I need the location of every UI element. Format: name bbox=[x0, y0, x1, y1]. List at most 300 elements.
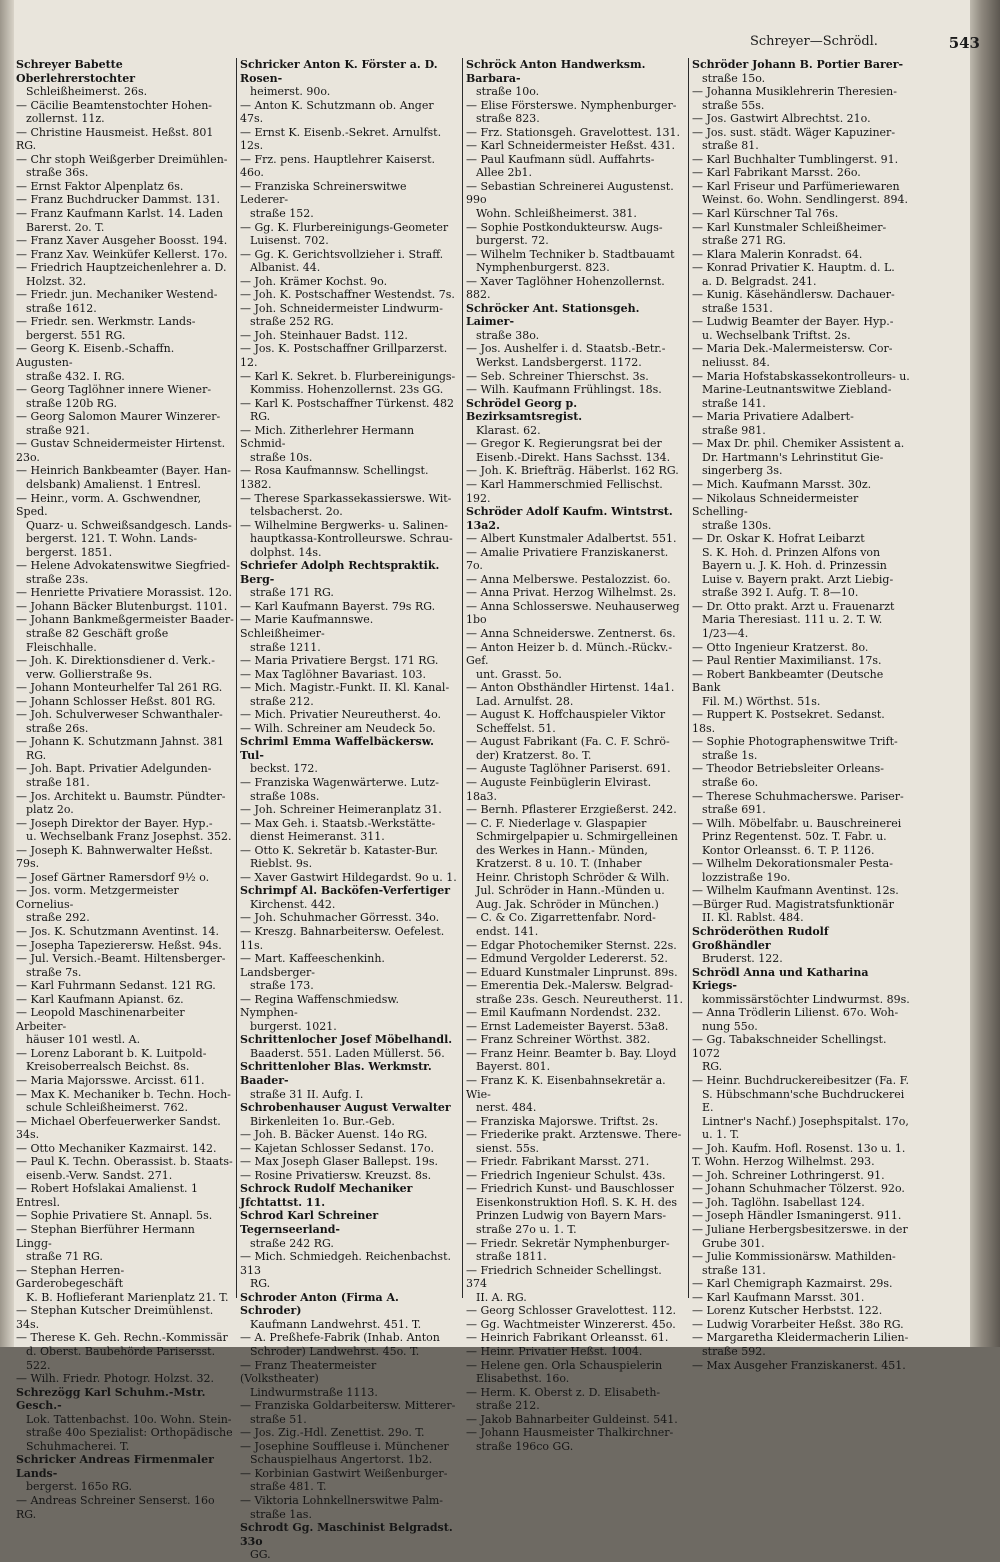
entry-continuation-line: Nymphenburgerst. 823. bbox=[476, 261, 610, 275]
entry-line: — Max K. Mechaniker b. Techn. Hoch- bbox=[16, 1087, 231, 1101]
entry-line: — Max Joseph Glaser Ballepst. 19s. bbox=[240, 1155, 439, 1169]
entry-line: — Maria Privatiere Adalbert- bbox=[692, 410, 854, 424]
entry-line: — Friedr. sen. Werkmstr. Lands- bbox=[16, 315, 196, 329]
entry-line: — Herm. K. Oberst z. D. Elisabeth- bbox=[466, 1385, 661, 1399]
entry-line: — Otto Mechaniker Kazmairst. 142. bbox=[16, 1141, 217, 1155]
entry-continuation-line: Scheffelst. 51. bbox=[476, 721, 556, 735]
entry-continuation-line: Birkenleiten 1o. Bur.-Geb. bbox=[250, 1114, 395, 1128]
entry-line: — Heinr. Buchdruckereibesitzer (Fa. F. bbox=[692, 1074, 910, 1088]
entry-surname-line: Schrodt Gg. Maschinist Belgradst. 33o bbox=[240, 1521, 453, 1548]
entry-line: — Ernst K. Eisenb.-Sekret. Arnulfst. 12s. bbox=[240, 125, 442, 153]
column-rule bbox=[236, 58, 237, 1298]
entry-line: — Emerentia Dek.-Malersw. Belgrad- bbox=[466, 979, 674, 993]
entry-continuation-line: straße 242 RG. bbox=[250, 1236, 334, 1250]
entry-line: — Mich. Magistr.-Funkt. II. Kl. Kanal- bbox=[240, 681, 450, 695]
page-header bbox=[750, 34, 980, 52]
entry-surname-line: Schröck Anton Handwerksm. Barbara- bbox=[466, 58, 646, 85]
entry-line: — Kajetan Schlosser Sedanst. 17o. bbox=[240, 1141, 434, 1155]
entry-line: — Henriette Privatiere Morassist. 12o. bbox=[16, 586, 232, 600]
entry-surname-line: Schroder Anton (Firma A. Schroder) bbox=[240, 1290, 399, 1318]
entry-line: — Heinrich Fabrikant Orleansst. 61. bbox=[466, 1331, 669, 1345]
entry-continuation-line: straße 27o u. 1. T. bbox=[476, 1223, 577, 1237]
entry-line: — Friedrich Schneider Schellingst. 374 bbox=[466, 1263, 662, 1291]
entry-line: — Josef Gärtner Ramersdorf 9½ o. bbox=[16, 870, 210, 884]
entry-continuation-line: Schleißheimerst. 26s. bbox=[26, 85, 148, 99]
entry-continuation-line: Weinst. 6o. Wohn. Sendlingerst. 894. bbox=[702, 193, 908, 207]
entry-line: —Bürger Rud. Magistratsfunktionär bbox=[692, 897, 894, 911]
entry-line: — Joh. K. Briefträg. Häberlst. 162 RG. bbox=[466, 464, 679, 478]
entry-line: — Franziska Wagenwärterwe. Lutz- bbox=[240, 775, 439, 789]
entry-line: — Wilh. Möbelfabr. u. Bauschreinerei bbox=[692, 816, 902, 830]
entry-surname-line: Schricker Andreas Firmenmaler Lands- bbox=[16, 1453, 214, 1480]
entry-continuation-line: straße 1211. bbox=[250, 640, 321, 654]
entry-continuation-line: Kaufmann Landwehrst. 451. T. bbox=[250, 1317, 422, 1331]
entry-line: — Christine Hausmeist. Heßst. 801 RG. bbox=[16, 125, 214, 153]
entry-surname-line: Schrittenloher Blas. Werkmstr. Baader- bbox=[240, 1060, 432, 1088]
entry-continuation-line: Dr. Hartmann's Lehrinstitut Gie- bbox=[702, 450, 884, 464]
entry-line: — Karl Kaufmann Bayerst. 79s RG. bbox=[240, 599, 436, 613]
entry-line: — Karl K. Sekret. b. Flurbereinigungs- bbox=[240, 369, 456, 383]
entry-line: — C. F. Niederlage v. Glaspapier bbox=[466, 816, 647, 830]
entry-continuation-line: Kreisoberrealsch Beichst. 8s. bbox=[26, 1060, 190, 1074]
entry-continuation-line: GG. bbox=[250, 1548, 271, 1562]
entry-continuation-line: Maria Theresiast. 111 u. 2. T. W. bbox=[702, 613, 883, 627]
entry-line: — Frz. pens. Hauptlehrer Kaiserst. 46o. bbox=[240, 152, 436, 180]
entry-line: — Dr. Oskar K. Hofrat Leibarzt bbox=[692, 532, 865, 546]
entry-line: — Heinrich Bankbeamter (Bayer. Han- bbox=[16, 464, 231, 478]
entry-continuation-line: straße 921. bbox=[26, 423, 90, 437]
entry-continuation-line: K. B. Hoflieferant Marienplatz 21. T. bbox=[26, 1290, 229, 1304]
entry-line: — Maria Privatiere Bergst. 171 RG. bbox=[240, 654, 439, 668]
entry-line: — Karl Kaufmann Marsst. 301. bbox=[692, 1290, 865, 1304]
entry-line: — Julie Kommissionärsw. Mathilden- bbox=[692, 1250, 896, 1264]
entry-surname-line: Schrimpf Al. Backöfen-Verfertiger bbox=[240, 884, 451, 898]
entry-line: — Joseph Händler Ismaningerst. 911. bbox=[692, 1209, 902, 1223]
entry-line: — Gg. Wachtmeister Winzererst. 45o. bbox=[466, 1317, 676, 1331]
entry-line: — Anna Trödlerin Lilienst. 67o. Woh- bbox=[692, 1006, 899, 1020]
entry-continuation-line: Luisenst. 702. bbox=[250, 234, 329, 248]
entry-line: — Wilh. Friedr. Photogr. Holzst. 32. bbox=[16, 1372, 215, 1386]
entry-line: — Joh. K. Postschaffner Westendst. 7s. bbox=[240, 288, 455, 302]
entry-line: — Dr. Otto prakt. Arzt u. Frauenarzt bbox=[692, 599, 895, 613]
entry-continuation-line: Kommiss. Hohenzollernst. 23s GG. bbox=[250, 383, 444, 397]
entry-continuation-line: straße 252 RG. bbox=[250, 315, 334, 329]
entry-line: — Ludwig Vorarbeiter Heßst. 38o RG. bbox=[692, 1317, 904, 1331]
entry-line: — Seb. Schreiner Thierschst. 3s. bbox=[466, 369, 649, 383]
entry-continuation-line: Wohn. Schleißheimerst. 381. bbox=[476, 207, 637, 221]
entry-continuation-line: straße 171 RG. bbox=[250, 586, 334, 600]
entry-continuation-line: Eisenkonstruktion Hofl. S. K. H. des bbox=[476, 1195, 678, 1209]
entry-continuation-line: Schauspielhaus Angertorst. 1b2. bbox=[250, 1453, 433, 1467]
entry-line: — Sophie Photographenswitwe Trift- bbox=[692, 735, 898, 749]
entry-line: — Georg Salomon Maurer Winzerer- bbox=[16, 410, 221, 424]
entry-line: — Mart. Kaffeeschenkinh. Landsberger- bbox=[240, 952, 385, 979]
entry-surname-line: Schrödl Anna und Katharina Kriegs- bbox=[692, 965, 869, 993]
entry-continuation-line: straße 1811. bbox=[476, 1250, 547, 1264]
entry-line: — Franz K. K. Eisenbahnsekretär a. Wie- bbox=[466, 1074, 666, 1101]
entry-continuation-line: straße 292. bbox=[26, 911, 90, 925]
entry-line: — Albert Kunstmaler Adalbertst. 551. bbox=[466, 532, 677, 546]
entry-continuation-line: Schuhmacherei. T. bbox=[26, 1439, 130, 1453]
entry-line: — Franz Kaufmann Karlst. 14. Laden bbox=[16, 207, 224, 221]
entry-continuation-line: Elisabethst. 16o. bbox=[476, 1372, 570, 1386]
entry-line: — Friederike prakt. Arztenswe. There- bbox=[466, 1128, 682, 1142]
entry-line: — Auguste Feinbüglerin Elvirast. 18a3. bbox=[466, 775, 652, 803]
entry-line: — Viktoria Lohnkellnerswitwe Palm- bbox=[240, 1493, 444, 1507]
directory-column-3 bbox=[466, 58, 684, 1453]
entry-line: — Leopold Maschinenarbeiter Arbeiter- bbox=[16, 1006, 185, 1033]
entry-line: — Gg. Tabakschneider Schellingst. 1072 bbox=[692, 1033, 887, 1060]
entry-line: — Josephine Souffleuse i. Münchener bbox=[240, 1439, 449, 1453]
entry-line: — Joh. Schreiner Lothringerst. 91. bbox=[692, 1168, 885, 1182]
entry-line: — Karl Chemigraph Kazmairst. 29s. bbox=[692, 1277, 893, 1291]
entry-continuation-line: straße 6o. bbox=[702, 775, 759, 789]
entry-continuation-line: Jul. Schröder in Hann.-Münden u. bbox=[476, 884, 665, 898]
entry-line: — Bernh. Pflasterer Erzgießerst. 242. bbox=[466, 803, 677, 817]
entry-line: — Andreas Schreiner Senserst. 16o RG. bbox=[16, 1493, 215, 1521]
entry-line: — Friedrich Ingenieur Schulst. 43s. bbox=[466, 1168, 666, 1182]
entry-continuation-line: Kirchenst. 442. bbox=[250, 897, 336, 911]
entry-continuation-line: Bruderst. 122. bbox=[702, 952, 783, 966]
entry-continuation-line: Fil. M.) Wörthst. 51s. bbox=[702, 694, 821, 708]
page-number: 543 bbox=[948, 34, 980, 52]
entry-continuation-line: straße 196co GG. bbox=[476, 1439, 574, 1453]
entry-continuation-line: RG. bbox=[26, 748, 47, 762]
entry-line: — Helene Advokatenswitwe Siegfried- bbox=[16, 559, 230, 573]
entry-line: — Karl Hammerschmied Fellischst. 192. bbox=[466, 477, 663, 505]
entry-continuation-line: Baaderst. 551. Laden Müllerst. 56. bbox=[250, 1046, 445, 1060]
entry-continuation-line: Marine-Leutnantswitwe Ziebland- bbox=[702, 383, 892, 397]
entry-line: — Nikolaus Schneidermeister Schelling- bbox=[692, 491, 859, 519]
entry-line: — Lorenz Kutscher Herbstst. 122. bbox=[692, 1304, 883, 1318]
entry-continuation-line: bergerst. 165o RG. bbox=[26, 1480, 132, 1494]
entry-line: — Amalie Privatiere Franziskanerst. 7o. bbox=[466, 545, 669, 573]
entry-surname-line: Schröderöthen Rudolf Großhändler bbox=[692, 925, 829, 952]
entry-line: — Gg. K. Gerichtsvollzieher i. Straff. bbox=[240, 247, 444, 261]
entry-line: — Paul Rentier Maximilianst. 17s. bbox=[692, 654, 882, 668]
entry-continuation-line: dolphst. 14s. bbox=[250, 545, 322, 559]
entry-continuation-line: straße 691. bbox=[702, 803, 766, 817]
entry-continuation-line: S. Hübschmann'sche Buchdruckerei E. bbox=[702, 1087, 905, 1115]
entry-continuation-line: RG. bbox=[250, 1277, 271, 1291]
entry-continuation-line: dienst Heimeranst. 311. bbox=[250, 830, 385, 844]
entry-line: — Jos. Gastwirt Albrechtst. 21o. bbox=[692, 112, 871, 126]
entry-line: — Karl Kunstmaler Schleißheimer- bbox=[692, 220, 887, 234]
entry-line: — Georg Schlosser Gravelottest. 112. bbox=[466, 1304, 677, 1318]
entry-continuation-line: straße 592. bbox=[702, 1344, 766, 1358]
entry-line: — Franziska Goldarbeitersw. Mitterer- bbox=[240, 1399, 456, 1413]
column-rule bbox=[688, 58, 689, 1298]
entry-continuation-line: straße 481. T. bbox=[250, 1480, 327, 1494]
entry-continuation-line: burgerst. 72. bbox=[476, 234, 549, 248]
entry-line: — Karl Kaufmann Apianst. 6z. bbox=[16, 992, 184, 1006]
entry-line: — Karl Kürschner Tal 76s. bbox=[692, 207, 839, 221]
entry-surname-line: Schrock Rudolf Mechaniker Jfchtattst. 11. bbox=[240, 1182, 413, 1209]
entry-continuation-line: straße 392 I. Aufg. T. 8—10. bbox=[702, 586, 859, 600]
entry-line: — Johanna Musiklehrerin Theresien- bbox=[692, 85, 897, 99]
entry-line: — Maria Majorsswe. Arcisst. 611. bbox=[16, 1074, 205, 1088]
entry-surname-line: Schriefer Adolph Rechtspraktik. Berg- bbox=[240, 559, 440, 586]
entry-line: — Frz. Stationsgeh. Gravelottest. 131. bbox=[466, 125, 680, 139]
entry-continuation-line: Heinr. Christoph Schröder & Wilh. bbox=[476, 870, 670, 884]
entry-continuation-line: straße 432. I. RG. bbox=[26, 369, 125, 383]
entry-line: — Lorenz Laborant b. K. Luitpold- bbox=[16, 1046, 207, 1060]
entry-line: — Stephan Kutscher Dreimühlenst. 34s. bbox=[16, 1304, 214, 1331]
entry-line: — Eduard Kunstmaler Linprunst. 89s. bbox=[466, 965, 678, 979]
entry-continuation-line: d. Oberst. Baubehörde Parisersst. 522. bbox=[26, 1344, 216, 1372]
column-rule bbox=[462, 58, 463, 1298]
entry-surname-line: Schriml Emma Waffelbäckersw. Tul- bbox=[240, 735, 434, 762]
entry-line: — Rosine Privatiersw. Kreuzst. 8s. bbox=[240, 1168, 432, 1182]
entry-surname-line: Schrod Karl Schreiner Tegernseerland- bbox=[240, 1209, 379, 1237]
entry-continuation-line: nerst. 484. bbox=[476, 1101, 537, 1115]
entry-continuation-line: Schmirgelpapier u. Schmirgelleinen bbox=[476, 830, 678, 844]
entry-line: — Jos. vorm. Metzgermeister Cornelius- bbox=[16, 884, 179, 911]
entry-line: — Karl K. Postschaffner Türkenst. 482 bbox=[240, 396, 455, 410]
entry-continuation-line: RG. bbox=[702, 1060, 723, 1074]
entry-line: — Sophie Privatiere St. Annapl. 5s. bbox=[16, 1209, 213, 1223]
entry-continuation-line: heimerst. 90o. bbox=[250, 85, 331, 99]
entry-line: — Karl Fuhrmann Sedanst. 121 RG. bbox=[16, 979, 216, 993]
entry-line: — Kreszg. Bahnarbeitersw. Oefelest. 11s. bbox=[240, 925, 445, 952]
entry-continuation-line: der) Kratzerst. 8o. T. bbox=[476, 748, 592, 762]
entry-line: — Stephan Bierführer Hermann Lingg- bbox=[16, 1223, 195, 1250]
entry-continuation-line: straße 120b RG. bbox=[26, 396, 117, 410]
entry-continuation-line: straße 108s. bbox=[250, 789, 320, 803]
entry-continuation-line: straße 31 II. Aufg. I. bbox=[250, 1087, 364, 1101]
entry-surname-line: Schricker Anton K. Förster a. D. Rosen- bbox=[240, 58, 438, 85]
entry-line: — Anton K. Schutzmann ob. Anger 47s. bbox=[240, 98, 434, 126]
entry-continuation-line: Klarast. 62. bbox=[476, 423, 541, 437]
entry-line: — Otto K. Sekretär b. Kataster-Bur. bbox=[240, 843, 438, 857]
entry-continuation-line: a. D. Belgradst. 241. bbox=[702, 274, 817, 288]
entry-line: — Korbinian Gastwirt Weißenburger- bbox=[240, 1466, 448, 1480]
entry-line: — Edgar Photochemiker Sternst. 22s. bbox=[466, 938, 677, 952]
entry-line: — Franz Xav. Weinküfer Kellerst. 17o. bbox=[16, 247, 228, 261]
entry-line: — August Fabrikant (Fa. C. F. Schrö- bbox=[466, 735, 670, 749]
entry-continuation-line: u. 1. T. bbox=[702, 1128, 740, 1142]
entry-continuation-line: straße 23s. bbox=[26, 572, 89, 586]
entry-line: — Karl Schneidermeister Heßst. 431. bbox=[466, 139, 676, 153]
entry-continuation-line: straße 81. bbox=[702, 139, 759, 153]
entry-line: — Auguste Taglöhner Pariserst. 691. bbox=[466, 762, 671, 776]
entry-continuation-line: endst. 141. bbox=[476, 925, 539, 938]
entry-continuation-line: Aug. Jak. Schröder in München.) bbox=[476, 897, 659, 911]
entry-line: — Johann Schlosser Heßst. 801 RG. bbox=[16, 694, 216, 708]
entry-continuation-line: straße 823. bbox=[476, 112, 540, 126]
entry-continuation-line: Kratzerst. 8 u. 10. T. (Inhaber bbox=[476, 857, 642, 871]
entry-line: — Juliane Herbergsbesitzerswe. in der bbox=[692, 1223, 908, 1237]
entry-continuation-line: II. A. RG. bbox=[476, 1290, 527, 1304]
entry-surname-line: Schröcker Ant. Stationsgeh. Laimer- bbox=[466, 301, 640, 329]
entry-line: — Ernst Faktor Alpenplatz 6s. bbox=[16, 179, 184, 193]
entry-line: — Karl Buchhalter Tumblingerst. 91. bbox=[692, 152, 899, 166]
entry-line: — Joh. Schreiner Heimeranplatz 31. bbox=[240, 803, 442, 817]
entry-line: — Jos. Zig.-Hdl. Zenettist. 29o. T. bbox=[240, 1426, 425, 1440]
entry-line: — Wilh. Kaufmann Frühlingst. 18s. bbox=[466, 383, 662, 397]
entry-continuation-line: Lok. Tattenbachst. 10o. Wohn. Stein- bbox=[26, 1412, 232, 1426]
entry-line: — Joseph Direktor der Bayer. Hyp.- bbox=[16, 816, 213, 830]
entry-continuation-line: straße 130s. bbox=[702, 518, 772, 532]
entry-surname-line: Schrobenhauser August Verwalter bbox=[240, 1101, 451, 1115]
entry-line: — Anna Schneiderswe. Zentnerst. 6s. bbox=[466, 626, 676, 640]
entry-continuation-line: Grube 301. bbox=[702, 1236, 765, 1250]
entry-line: — Chr stoph Weißgerber Dreimühlen- bbox=[16, 152, 228, 166]
entry-line: — Otto Ingenieur Kratzerst. 8o. bbox=[692, 640, 869, 654]
entry-line: — Sebastian Schreinerei Augustenst. 99o bbox=[466, 179, 674, 207]
entry-continuation-line: sienst. 55s. bbox=[476, 1141, 539, 1155]
entry-line: — Xaver Gastwirt Hildegardst. 9o u. 1. bbox=[240, 870, 457, 884]
entry-continuation-line: Holzst. 32. bbox=[26, 274, 87, 288]
entry-line: — Rosa Kaufmannsw. Schellingst. 1382. bbox=[240, 464, 429, 491]
entry-continuation-line: Prinz Regentenst. 50z. T. Fabr. u. bbox=[702, 830, 887, 844]
entry-line: — Cäcilie Beamtenstochter Hohen- bbox=[16, 98, 213, 112]
entry-line: — Joseph K. Bahnwerwalter Heßst. 79s. bbox=[16, 843, 213, 871]
entry-line: — Robert Hofslakai Amalienst. 1 Entresl. bbox=[16, 1182, 198, 1209]
entry-continuation-line: Lintner's Nachf.) Josephspitalst. 17o, bbox=[702, 1114, 909, 1128]
entry-line: — Jos. K. Postschaffner Grillparzerst. 12. bbox=[240, 342, 448, 370]
entry-surname-line: Schröder Adolf Kaufm. Wintstrst. 13a2. bbox=[466, 505, 673, 532]
entry-continuation-line: neliusst. 84. bbox=[702, 356, 770, 370]
entry-line: — Friedr. Fabrikant Marsst. 271. bbox=[466, 1155, 650, 1169]
entry-line: — Joh. Taglöhn. Isabellast 124. bbox=[692, 1195, 865, 1209]
entry-line: — Ruppert K. Postsekret. Sedanst. 18s. bbox=[692, 708, 885, 735]
entry-continuation-line: straße 38o. bbox=[476, 328, 540, 342]
entry-continuation-line: II. Kl. Rablst. 484. bbox=[702, 911, 804, 925]
entry-continuation-line: delsbank) Amalienst. 1 Entresl. bbox=[26, 477, 201, 491]
entry-line: — Max Dr. phil. Chemiker Assistent a. bbox=[692, 437, 905, 451]
entry-line: — Mich. Zitherlehrer Hermann Schmid- bbox=[240, 423, 415, 451]
entry-line: — Elise Försterswe. Nymphenburger- bbox=[466, 98, 677, 112]
entry-continuation-line: Rieblst. 9s. bbox=[250, 857, 313, 871]
entry-line: — Joh. Steinhauer Badst. 112. bbox=[240, 328, 408, 342]
entry-surname-line: Schrezögg Karl Schuhm.-Mstr. Gesch.- bbox=[16, 1385, 206, 1413]
entry-continuation-line: Quarz- u. Schweißsandgesch. Lands- bbox=[26, 518, 232, 532]
entry-continuation-line: zollernst. 11z. bbox=[26, 112, 105, 126]
entry-line: — Regina Waffenschmiedsw. Nymphen- bbox=[240, 992, 399, 1020]
entry-continuation-line: straße 131. bbox=[702, 1263, 766, 1277]
entry-line: — Franziska Schreinerswitwe Lederer- bbox=[240, 179, 407, 207]
binding-gutter bbox=[0, 0, 14, 1347]
entry-continuation-line: unt. Grasst. 5o. bbox=[476, 667, 562, 681]
entry-line: — Ernst Lademeister Bayerst. 53a8. bbox=[466, 1019, 669, 1033]
entry-continuation-line: Barerst. 2o. T. bbox=[26, 220, 105, 234]
entry-line: — Wilhelm Techniker b. Stadtbauamt bbox=[466, 247, 675, 261]
entry-line: — Xaver Taglöhner Hohenzollernst. 882. bbox=[466, 274, 665, 302]
entry-continuation-line: Eisenb.-Direkt. Hans Sachsst. 134. bbox=[476, 450, 671, 464]
entry-continuation-line: eisenb.-Verw. Sandst. 271. bbox=[26, 1168, 173, 1182]
entry-continuation-line: straße 212. bbox=[476, 1399, 540, 1413]
entry-line: — Marie Kaufmannswe. Schleißheimer- bbox=[240, 613, 374, 640]
entry-line: — Mich. Schmiedgeh. Reichenbachst. 313 bbox=[240, 1250, 451, 1277]
entry-line: — Anna Schlosserswe. Neuhauserweg 1bo bbox=[466, 599, 680, 627]
entry-continuation-line: straße 152. bbox=[250, 207, 314, 221]
entry-continuation-line: Prinzen Ludwig von Bayern Mars- bbox=[476, 1209, 667, 1223]
entry-line: — Jos. sust. städt. Wäger Kapuziner- bbox=[692, 125, 896, 139]
entry-line: — Maria Dek.-Malermeistersw. Cor- bbox=[692, 342, 893, 356]
directory-column-2 bbox=[240, 58, 458, 1562]
entry-surname-line: Schreyer Babette Oberlehrerstochter bbox=[16, 58, 136, 85]
entry-line: — Max Geh. i. Staatsb.-Werkstätte- bbox=[240, 816, 436, 830]
entry-line: — Georg Taglöhner innere Wiener- bbox=[16, 383, 212, 397]
entry-line: — Mich. Privatier Neureutherst. 4o. bbox=[240, 708, 441, 722]
entry-continuation-line: straße 51. bbox=[250, 1412, 307, 1426]
entry-line: — A. Preßhefe-Fabrik (Inhab. Anton bbox=[240, 1331, 440, 1345]
entry-line: — Jakob Bahnarbeiter Guldeinst. 541. bbox=[466, 1412, 678, 1426]
entry-surname-line: Schröder Johann B. Portier Barer- bbox=[692, 58, 904, 71]
entry-line: — Johann Hausmeister Thalkirchner- bbox=[466, 1426, 674, 1440]
entry-line: — Jul. Versich.-Beamt. Hiltensberger- bbox=[16, 952, 226, 966]
entry-line: — Johann K. Schutzmann Jahnst. 381 bbox=[16, 735, 224, 749]
entry-line: — Paul K. Techn. Oberassist. b. Staats- bbox=[16, 1155, 233, 1169]
entry-continuation-line: straße 23s. Gesch. Neureutherst. 11. bbox=[476, 992, 683, 1006]
entry-continuation-line: straße 1s. bbox=[702, 748, 758, 762]
entry-continuation-line: hauptkassa-Kontrolleurswe. Schrau- bbox=[250, 532, 453, 546]
entry-continuation-line: u. Wechselbank Franz Josephst. 352. bbox=[26, 830, 232, 844]
entry-continuation-line: verw. Gollierstraße 9s. bbox=[26, 667, 153, 681]
entry-continuation-line: RG. bbox=[250, 410, 271, 424]
entry-continuation-line: schule Schleißheimerst. 762. bbox=[26, 1101, 189, 1115]
entry-continuation-line: bergerst. 121. T. Wohn. Lands- bbox=[26, 532, 198, 546]
entry-line: T. Wohn. Herzog Wilhelmst. 293. bbox=[692, 1155, 875, 1169]
entry-line: — Emil Kaufmann Nordendst. 232. bbox=[466, 1006, 661, 1020]
entry-line: — Joh. Krämer Kochst. 9o. bbox=[240, 274, 388, 288]
entry-line: — Wilhelmine Bergwerks- u. Salinen- bbox=[240, 518, 449, 532]
entry-line: — Wilh. Schreiner am Neudeck 5o. bbox=[240, 721, 436, 735]
entry-continuation-line: straße 981. bbox=[702, 423, 766, 437]
entry-continuation-line: straße 173. bbox=[250, 979, 314, 993]
entry-surname-line: Schrittenlocher Josef Möbelhandl. bbox=[240, 1033, 453, 1047]
entry-line: — C. & Co. Zigarrettenfabr. Nord- bbox=[466, 911, 656, 925]
entry-line: — Wilhelm Dekorationsmaler Pesta- bbox=[692, 857, 893, 871]
entry-line: — Joh. Schuhmacher Görresst. 34o. bbox=[240, 911, 440, 925]
entry-continuation-line: straße 141. bbox=[702, 396, 766, 410]
entry-line: — Maria Hofstabskassekontrolleurs- u. bbox=[692, 369, 910, 383]
entry-line: — Ludwig Beamter der Bayer. Hyp.- bbox=[692, 315, 894, 329]
entry-line: — Anna Melberswe. Pestalozzist. 6o. bbox=[466, 572, 671, 586]
entry-line: — Friedr. jun. Mechaniker Westend- bbox=[16, 288, 218, 302]
entry-continuation-line: häuser 101 westl. A. bbox=[26, 1033, 141, 1047]
entry-continuation-line: Allee 2b1. bbox=[476, 166, 533, 180]
entry-continuation-line: Bayern u. J. K. Hoh. d. Prinzessin bbox=[702, 559, 887, 573]
entry-continuation-line: straße 26s. bbox=[26, 721, 89, 735]
entry-line: — August K. Hoffchauspieler Viktor bbox=[466, 708, 666, 722]
entry-line: — Joh. Schneidermeister Lindwurm- bbox=[240, 301, 443, 315]
entry-continuation-line: Bayerst. 801. bbox=[476, 1060, 551, 1074]
entry-continuation-line: Werkst. Landsbergerst. 1172. bbox=[476, 356, 642, 370]
entry-continuation-line: lozzistraße 19o. bbox=[702, 870, 791, 884]
directory-column-1 bbox=[16, 58, 234, 1521]
entry-continuation-line: u. Wechselbank Triftst. 2s. bbox=[702, 328, 851, 342]
entry-line: — Karl Fabrikant Marsst. 26o. bbox=[692, 166, 861, 180]
entry-line: — Johann Monteurhelfer Tal 261 RG. bbox=[16, 681, 223, 695]
entry-line: — Therese Schuhmacherswe. Pariser- bbox=[692, 789, 904, 803]
entry-line: — Margaretha Kleidermacherin Lilien- bbox=[692, 1331, 909, 1345]
entry-continuation-line: straße 1531. bbox=[702, 301, 773, 315]
entry-continuation-line: straße 71 RG. bbox=[26, 1250, 103, 1264]
entry-continuation-line: straße 55s. bbox=[702, 98, 765, 112]
entry-line: — Johann Bäcker Blutenburgst. 1101. bbox=[16, 599, 228, 613]
entry-continuation-line: straße 82 Geschäft große Fleischhalle. bbox=[26, 626, 169, 654]
entry-line: — Franz Xaver Ausgeher Boosst. 194. bbox=[16, 234, 228, 248]
entry-line: — Konrad Privatier K. Hauptm. d. L. bbox=[692, 261, 895, 275]
entry-line: — Josepha Tapezierersw. Heßst. 94s. bbox=[16, 938, 222, 952]
entry-line: — Max Taglöhner Bavariast. 103. bbox=[240, 667, 426, 681]
entry-continuation-line: straße 10o. bbox=[476, 85, 540, 99]
entry-continuation-line: telsbacherst. 2o. bbox=[250, 505, 343, 519]
entry-line: — Joh. Bapt. Privatier Adelgunden- bbox=[16, 762, 212, 776]
entry-continuation-line: burgerst. 1021. bbox=[250, 1019, 337, 1033]
